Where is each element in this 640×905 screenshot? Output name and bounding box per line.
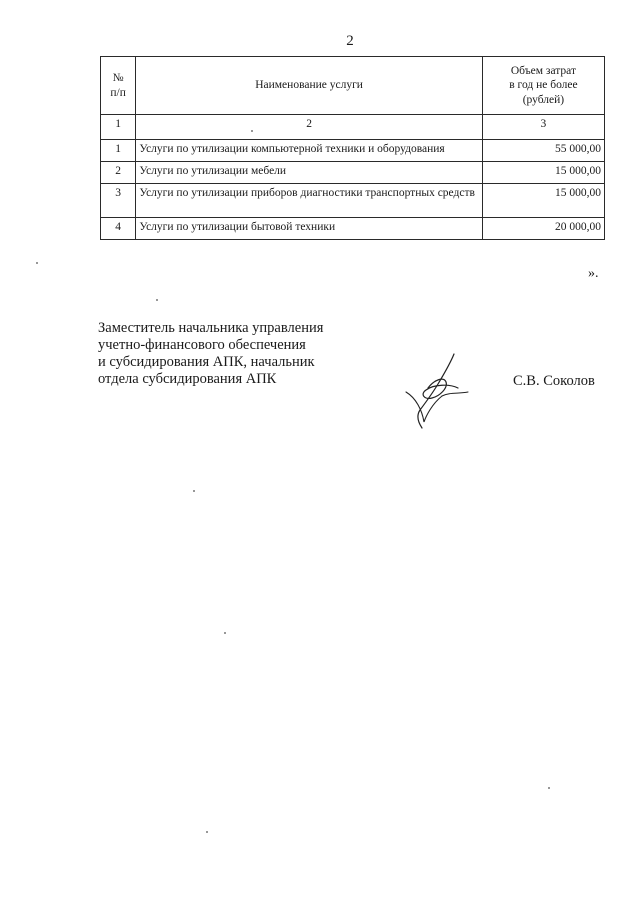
signatory-position-line: учетно-финансового обеспечения (98, 337, 306, 353)
row-num: 3 (101, 184, 136, 218)
table-row (101, 184, 605, 218)
handwritten-signature (398, 350, 478, 432)
header-num-line: п/п (110, 86, 126, 99)
header-cost-line: (рублей) (522, 93, 565, 106)
row-service-name: Услуги по утилизации бытовой техники (136, 218, 483, 240)
row-cost: 15 000,00 (482, 184, 604, 218)
services-table (100, 56, 605, 240)
scan-speck (206, 831, 208, 833)
scan-speck (251, 130, 253, 132)
row-cost: 15 000,00 (482, 162, 604, 184)
table-index-row (101, 115, 605, 140)
signatory-name: С.В. Соколов (513, 373, 595, 389)
table-row (101, 140, 605, 162)
header-cost-line: Объем затрат (510, 64, 577, 77)
closing-quote: ». (588, 266, 599, 281)
scan-speck (193, 490, 195, 492)
row-cost: 20 000,00 (482, 218, 604, 240)
header-num-line: № (112, 72, 124, 85)
scan-speck (224, 632, 226, 634)
scan-speck (548, 787, 550, 789)
row-num: 4 (101, 218, 136, 240)
row-service-name: Услуги по утилизации мебели (136, 162, 483, 184)
header-num (101, 57, 136, 115)
signatory-position-line: и субсидирования АПК, начальник (98, 354, 315, 370)
page-number: 2 (346, 33, 354, 49)
table-header-row (101, 57, 605, 115)
scan-speck (36, 262, 38, 264)
signatory-position (98, 320, 358, 388)
signatory-position-line: Заместитель начальника управления (98, 320, 324, 336)
scan-speck (156, 299, 158, 301)
row-service-name: Услуги по утилизации компьютерной техники и оборудования (136, 140, 483, 162)
row-service-name: Услуги по утилизации приборов диагностики транспортных средств (136, 184, 483, 218)
index-cell: 1 (101, 115, 136, 140)
header-cost-line: в год не более (509, 79, 578, 92)
header-cost (482, 57, 604, 115)
index-cell: 3 (482, 115, 604, 140)
row-num: 1 (101, 140, 136, 162)
signatory-position-line: отдела субсидирования АПК (98, 371, 277, 387)
row-num: 2 (101, 162, 136, 184)
table-row (101, 218, 605, 240)
row-cost: 55 000,00 (482, 140, 604, 162)
table-row (101, 162, 605, 184)
header-name: Наименование услуги (136, 57, 483, 115)
index-cell: 2 (136, 115, 483, 140)
